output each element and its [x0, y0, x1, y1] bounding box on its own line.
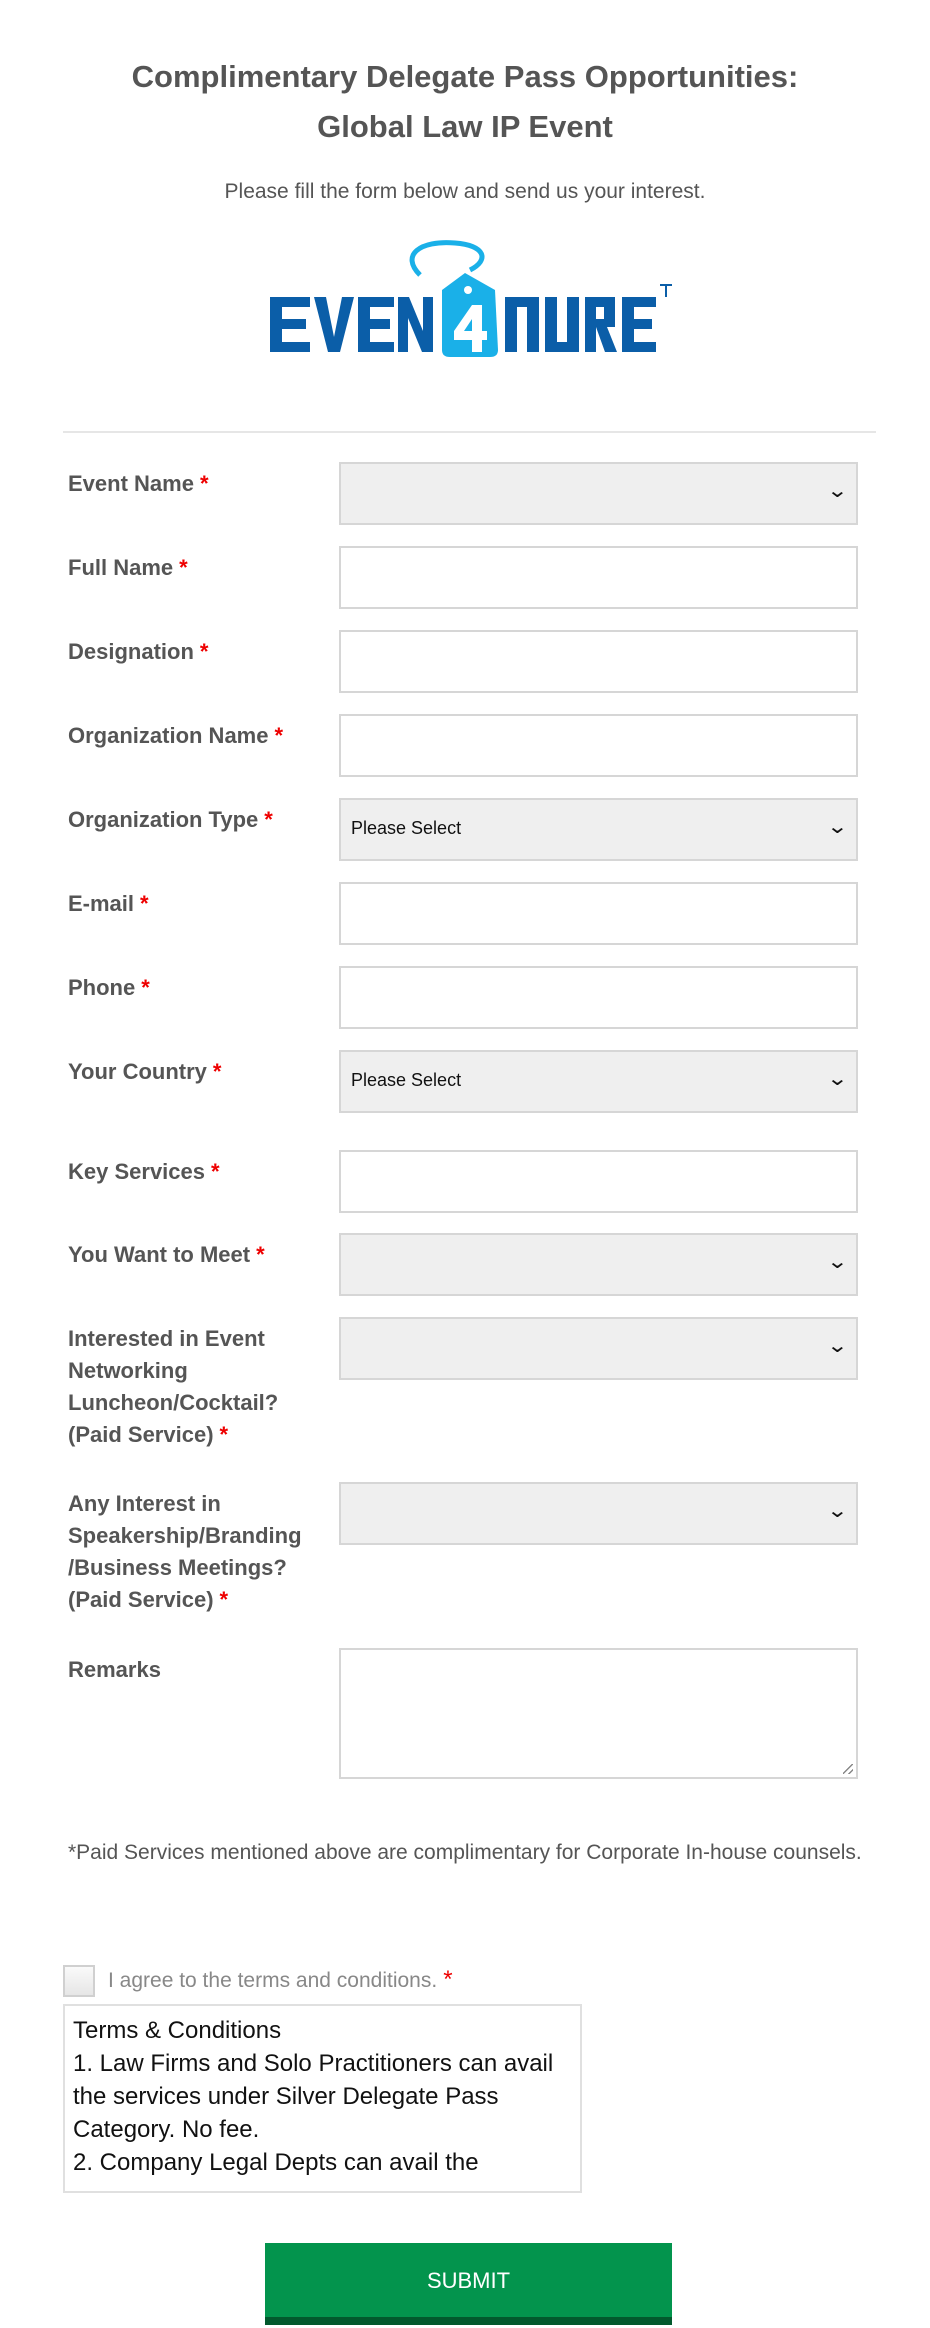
required-mark: * — [141, 975, 150, 1000]
label-text: Your Country — [68, 1059, 207, 1084]
organization-name-input[interactable] — [339, 714, 858, 777]
resize-handle-icon[interactable] — [843, 1764, 853, 1774]
agree-checkbox[interactable] — [63, 1965, 95, 1997]
field-label-phone — [68, 972, 150, 1004]
label-text: Remarks — [68, 1657, 161, 1682]
field-label-remarks — [68, 1654, 161, 1686]
field-label-organization-name — [68, 720, 283, 752]
field-label-you-want-to-meet — [68, 1239, 265, 1271]
label-text: You Want to Meet — [68, 1242, 251, 1267]
chevron-down-icon: ⌄ — [826, 816, 849, 838]
chevron-down-icon: ⌄ — [826, 480, 849, 502]
chevron-down-icon: ⌄ — [826, 1335, 849, 1357]
agree-text: I agree to the terms and conditions. — [108, 1969, 438, 1992]
label-text: Full Name — [68, 555, 174, 580]
organization-type-select[interactable] — [339, 798, 858, 861]
label-text: Interested in Event Networking Luncheon/Cocktail? (Paid Service) — [68, 1326, 279, 1447]
required-mark: * — [211, 1159, 220, 1184]
label-text: Designation — [68, 639, 194, 664]
event-name-select[interactable] — [339, 462, 858, 525]
you-want-to-meet-select[interactable] — [339, 1233, 858, 1296]
selected-value: Please Select — [351, 1070, 462, 1090]
required-mark: * — [274, 723, 284, 748]
agree-label[interactable] — [108, 1966, 453, 1994]
remarks-textarea[interactable] — [339, 1648, 858, 1779]
selected-value: Please Select — [351, 818, 462, 838]
key-services-input[interactable] — [339, 1150, 858, 1213]
interested-in-event-select[interactable] — [339, 1317, 858, 1380]
designation-input[interactable] — [339, 630, 858, 693]
submit-button[interactable]: SUBMIT — [265, 2243, 672, 2325]
field-label-event-name — [68, 468, 209, 500]
field-label-interested-in-event — [68, 1323, 278, 1451]
label-text: E-mail — [68, 891, 135, 916]
required-mark: * — [212, 1059, 222, 1084]
full-name-input[interactable] — [339, 546, 858, 609]
required-mark: * — [219, 1422, 229, 1447]
required-mark: * — [219, 1587, 229, 1612]
required-mark: * — [264, 807, 273, 832]
required-mark: * — [179, 555, 188, 580]
label-text: Event Name — [68, 471, 194, 496]
required-mark: * — [443, 1966, 453, 1993]
field-label-organization-type — [68, 804, 273, 836]
required-mark: * — [140, 891, 149, 916]
label-text: Key Services — [68, 1159, 205, 1184]
field-label-your-country — [68, 1056, 221, 1088]
events4sure-logo — [260, 235, 680, 365]
label-text: Organization Name — [68, 723, 269, 748]
field-label-any-interest-in — [68, 1488, 302, 1616]
page-title: Complimentary Delegate Pass Opportunities: Global Law IP Event — [131, 59, 799, 144]
terms-box[interactable]: Terms & Conditions 1. Law Firms and Solo Practitioners can avail the services under Silver Delegate Pass Category. No fee. 2. Company Legal Depts can avail the — [63, 2004, 582, 2193]
paid-services-note: *Paid Services mentioned above are complimentary for Corporate In-house counsels. — [68, 1841, 862, 1864]
label-text: Organization Type — [68, 807, 259, 832]
field-label-e-mail — [68, 888, 149, 920]
divider — [63, 431, 876, 433]
any-interest-in-select[interactable] — [339, 1482, 858, 1545]
chevron-down-icon: ⌄ — [826, 1500, 849, 1522]
your-country-select[interactable] — [339, 1050, 858, 1113]
chevron-down-icon: ⌄ — [826, 1251, 849, 1273]
required-mark: * — [256, 1242, 265, 1267]
label-text: Any Interest in Speakership/Branding /Business Meetings? (Paid Service) — [68, 1491, 302, 1612]
e-mail-input[interactable] — [339, 882, 858, 945]
page-subtitle: Please fill the form below and send us your interest. — [224, 180, 706, 203]
phone-input[interactable] — [339, 966, 858, 1029]
field-label-full-name — [68, 552, 188, 584]
required-mark: * — [199, 639, 209, 664]
field-label-key-services — [68, 1156, 220, 1188]
required-mark: * — [199, 471, 209, 496]
label-text: Phone — [68, 975, 136, 1000]
field-label-designation — [68, 636, 208, 668]
chevron-down-icon: ⌄ — [826, 1068, 849, 1090]
